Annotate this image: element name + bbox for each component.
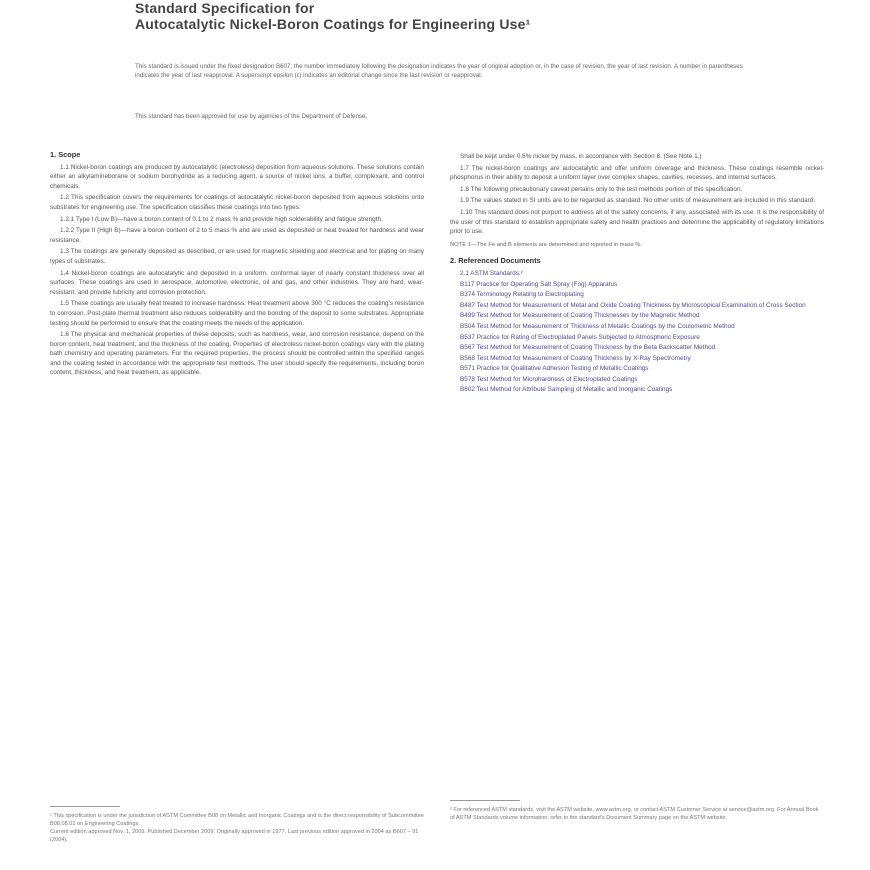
reference-item: 2.1 ASTM Standards:²	[460, 269, 523, 277]
intro-paragraph: This standard is issued under the fixed designation B607; the number immediately following the designation indicates the year of original adoption or, in the case of revision, the year of last revision. A number in parentheses indicates the year of last reapproval. A superscript epsilon (ε) indicates an editorial change since the last revision or reapproval.	[135, 63, 743, 79]
reference-link[interactable]: B374 Terminology Relating to Electroplating	[460, 291, 584, 299]
left-column	[50, 148, 424, 380]
paragraph: 1.4 Nickel-boron coatings are autocatalytic and deposited in a uniform, conformal layer of nearly constant thickness over all surfaces. These coatings are used in aerospace, automotive, electronic, oil and gas, and other industries. They are hard, wear-resistant, and provide lubricity and corrosion protection.	[50, 269, 424, 296]
paragraph: 1.2 This specification covers the requirements for coatings of autocatalytic nickel-boron deposited from aqueous solutions onto substrates for engineering use. The specification classifies these coatings into two types:	[50, 194, 424, 211]
paragraph: 1.8 The following precautionary caveat pertains only to the test methods portion of this specification.	[460, 185, 743, 193]
paragraph: 1.7 The nickel-boron coatings are autocatalytic and offer uniform coverage and thickness. These coatings resemble nickel-phosphorus in their ability to deposit a uniform layer over complex shapes, cavities, recesses, and internal surfaces.	[450, 164, 824, 182]
footnote-text: ¹ This specification is under the jurisdiction of ASTM Committee B08 on Metallic and Inorganic Coatings and is the direct responsibility of Subcommittee B08.08.01 on Engineering Coatings.	[50, 813, 424, 827]
reference-link[interactable]: B567 Test Method for Measurement of Coating Thickness by the Beta Backscatter Method	[460, 344, 716, 352]
paragraph: Shall be kept under 0.6% nickel by mass, in accordance with Section 8. (See Note 1.)	[460, 153, 702, 160]
reference-link[interactable]: B568 Test Method for Measurement of Coating Thickness by X-Ray Spectrometry	[460, 354, 691, 362]
note-1: NOTE 1—The Fe and B elements are determined and reported in mass %.	[450, 241, 643, 248]
footnote-rule-right	[450, 800, 520, 801]
reference-link[interactable]: B571 Practice for Qualitative Adhesion Testing of Metallic Coatings	[460, 365, 649, 373]
footnote-text: Current edition approved Nov. 1, 2009. Published December 2009. Originally approved in 1977. Last previous edition approved in 2004 as B607 – 91 (2004).	[50, 829, 419, 843]
right-column	[450, 152, 824, 396]
footnote-right: ² For referenced ASTM standards, visit the ASTM website, www.astm.org, or contact ASTM Customer Service at service@astm.org. For Annual Book of ASTM Standards volume information, refer to the standard's Document Summary page on the ASTM website.	[450, 807, 819, 821]
reference-link[interactable]: B487 Test Method for Measurement of Metal and Oxide Coating Thickness by Microscopical Examination of Cross Section	[460, 301, 806, 309]
paragraph: 1.2.2 Type II (High B)—have a boron content of 2 to 5 mass % and are used as deposited or heat treated for hardness and wear resistance.	[50, 227, 424, 244]
paragraph: 1.9 The values stated in SI units are to be regarded as standard. No other units of measurement are included in this standard.	[460, 197, 816, 205]
title-line-2: Autocatalytic Nickel-Boron Coatings for Engineering Use¹	[135, 16, 531, 32]
section-heading-scope: 1. Scope	[50, 150, 81, 159]
paragraph: 1.3 The coatings are generally deposited as described, or are used for magnetic shielding and electrical and for plating on many types of substrates.	[50, 248, 424, 265]
reference-link[interactable]: B504 Test Method for Measurement of Thickness of Metallic Coatings by the Coulometric Method	[460, 322, 735, 330]
defense-approval-note: This standard has been approved for use by agencies of the Department of Defense.	[135, 113, 368, 120]
paragraph: 1.6 The physical and mechanical properties of these deposits, such as hardness, wear, and corrosion resistance, depend on the boron content, heat treatment, and the thickness of the coating. Properties of electroless nickel-boron coatings vary with the plating bath chemistry and operating parameters. For the required properties, the process should be controlled within the specified ranges and the coating tested in accordance with the appropriate test methods. The user should specify the requirements, including boron content, thickness, and heat treatment, as applicable.	[50, 331, 424, 377]
paragraph: 1.2.1 Type I (Low B)—have a boron content of 0.1 to 2 mass % and provide high solderability and fatigue strength.	[60, 215, 383, 223]
footnote-rule-left	[50, 806, 120, 807]
title-line-1: Standard Specification for	[135, 0, 315, 16]
reference-link[interactable]: B499 Test Method for Measurement of Coating Thicknesses by the Magnetic Method	[460, 312, 700, 320]
reference-link[interactable]: B537 Practice for Rating of Electroplated Panels Subjected to Atmospheric Exposure	[460, 333, 700, 341]
footnote-left	[50, 812, 424, 844]
reference-link[interactable]: B117 Practice for Operating Salt Spray (Fog) Apparatus	[460, 280, 618, 288]
paragraph: 1.5 These coatings are usually heat treated to increase hardness. Heat treatment above 300 °C reduces the coating's resistance to corrosion. Post-plate thermal treatment also reduces solderability and the bonding of the deposit to some substrates. Appropriate testing should be performed to ensure that the coating meets the needs of the application.	[50, 300, 424, 327]
reference-link[interactable]: B578 Test Method for Microhardness of Electroplated Coatings	[460, 375, 638, 383]
section-heading-referenced-documents: 2. Referenced Documents	[450, 256, 541, 266]
reference-link[interactable]: B602 Test Method for Attribute Sampling of Metallic and Inorganic Coatings	[460, 386, 673, 394]
paragraph: 1.10 This standard does not purport to address all of the safety concerns, if any, associated with its use. It is the responsibility of the user of this standard to establish appropriate safety and health practices and determine the applicability of regulatory limitations prior to use.	[450, 208, 824, 236]
paragraph: 1.1 Nickel-boron coatings are produced by autocatalytic (electroless) deposition from aqueous solutions. These solutions contain either an alkylamineborane or sodium borohydride as a reducing agent, a source of nickel ions, a buffer, complexant, and control chemicals.	[50, 163, 424, 190]
